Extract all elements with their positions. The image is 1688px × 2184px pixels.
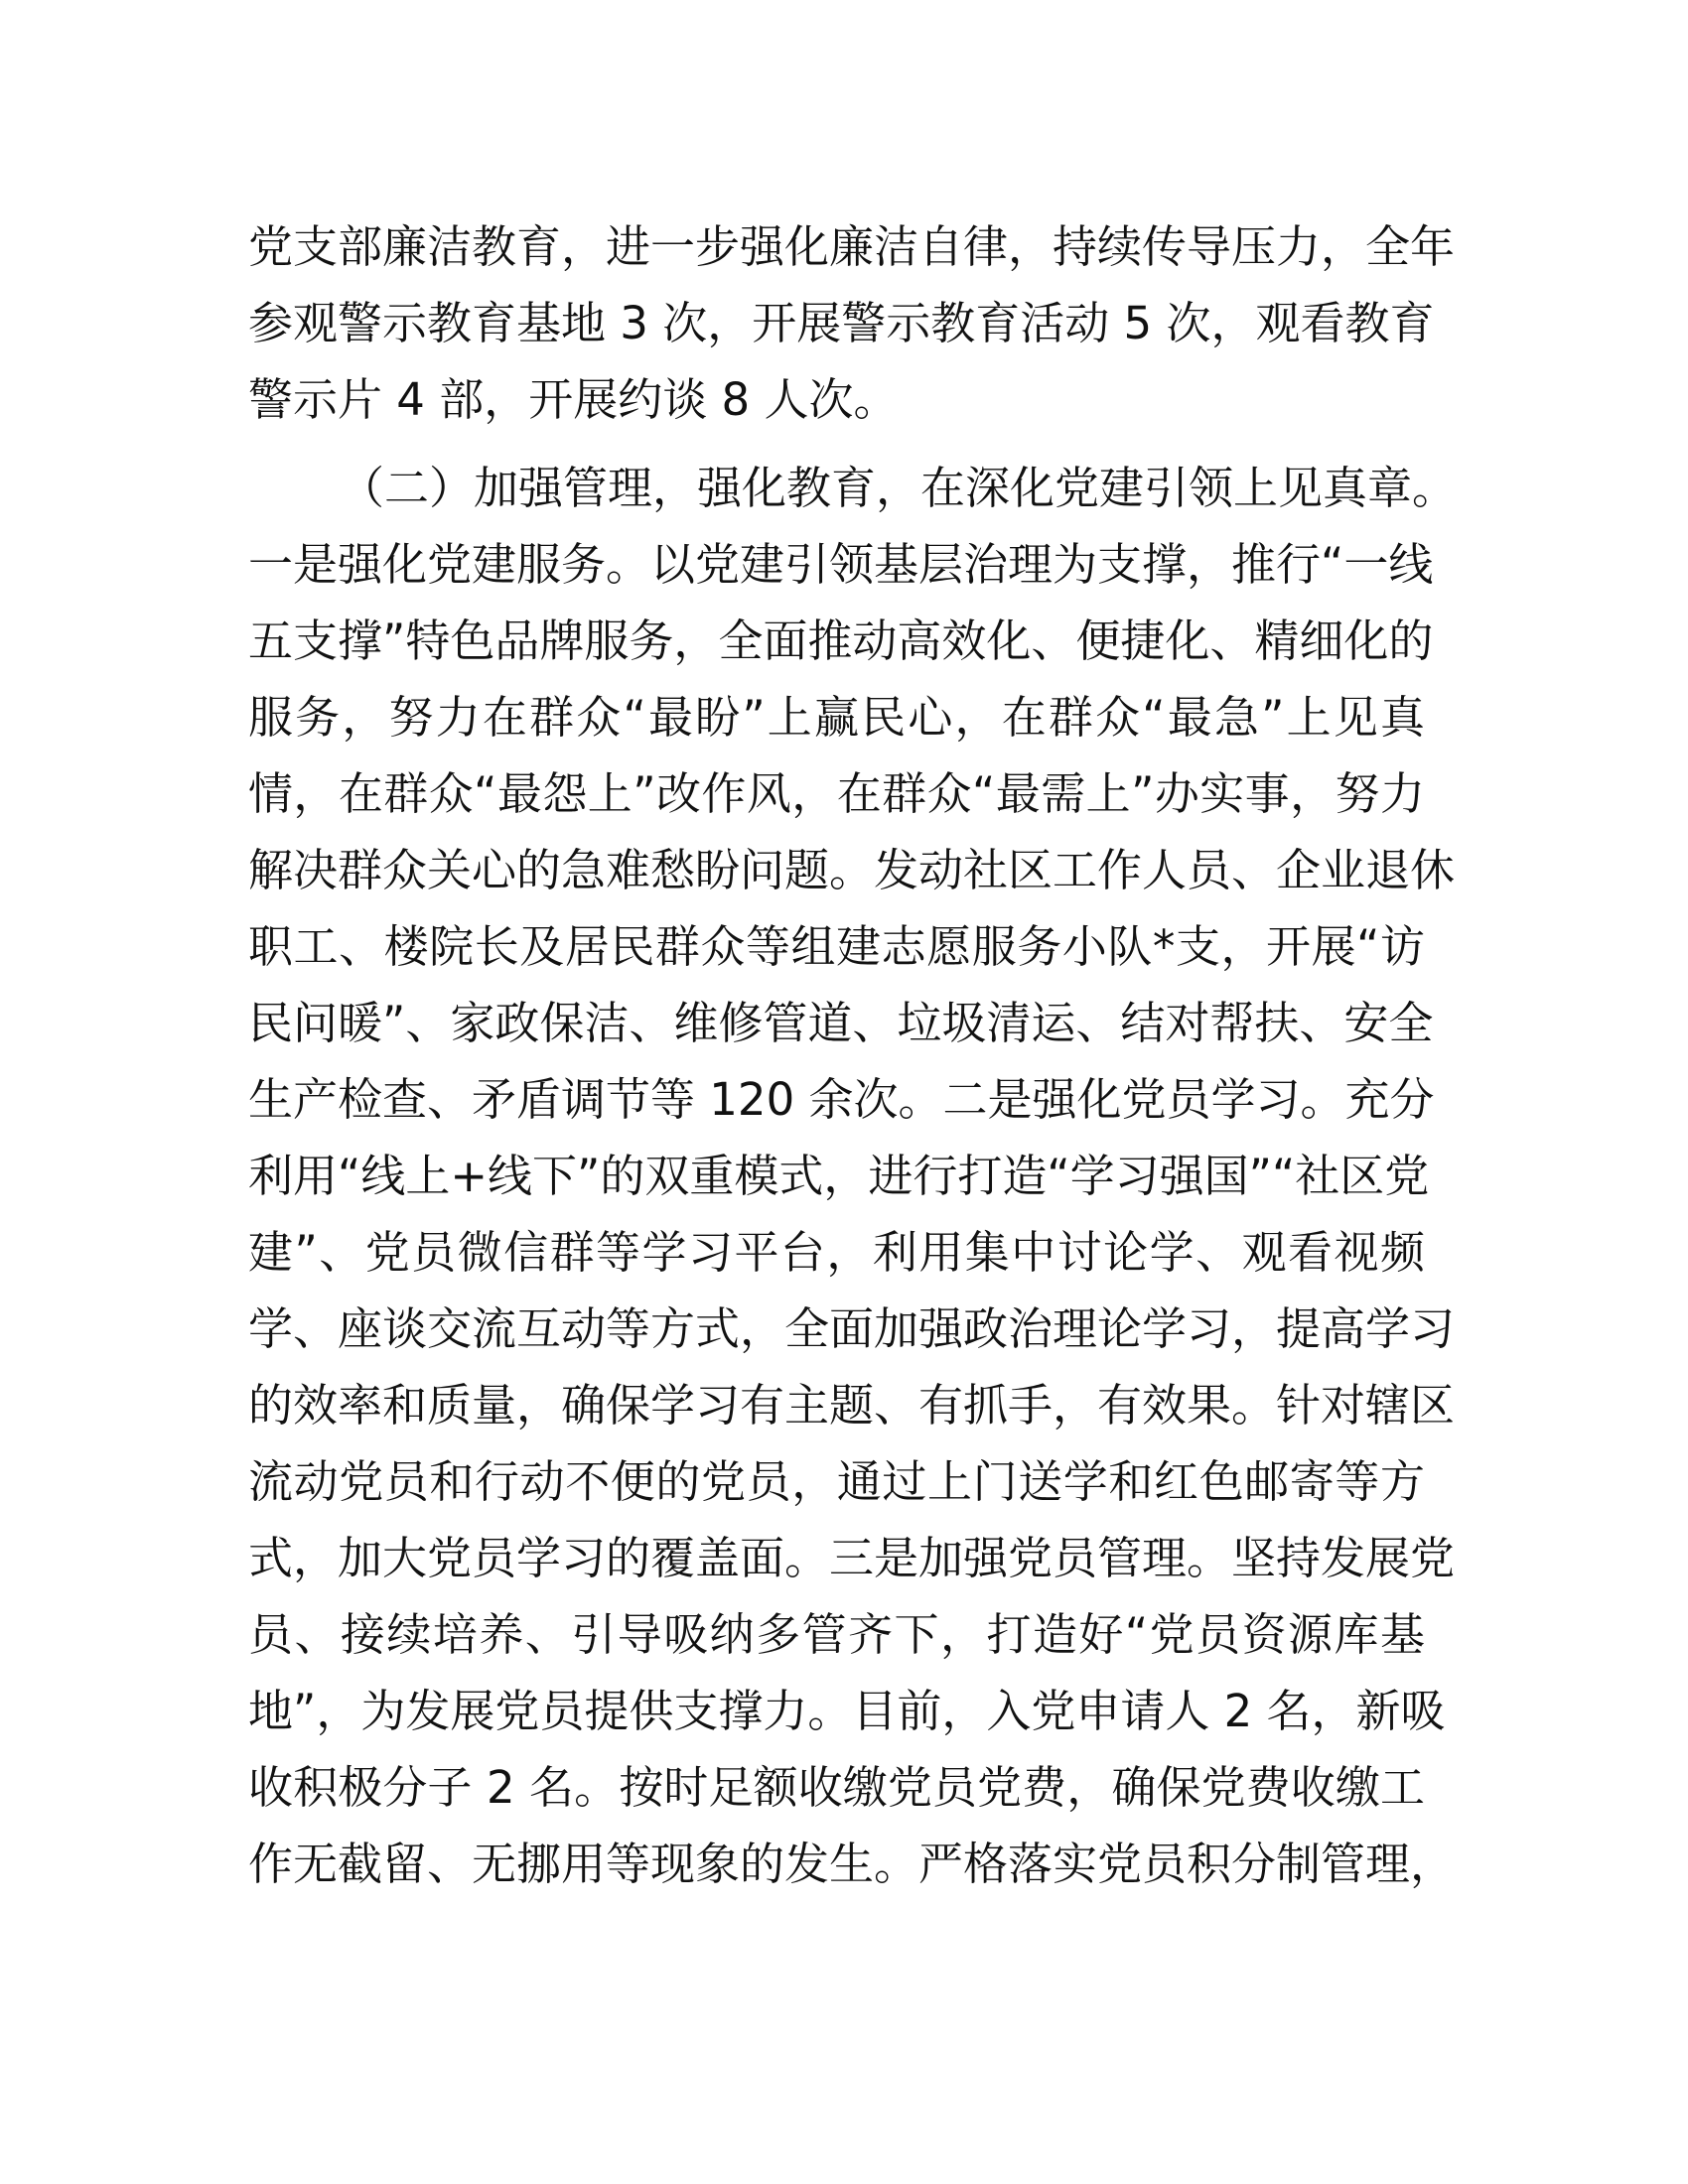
section-heading: （二）加强管理，强化教育，在深化党建引领上见真章。 — [340, 462, 1458, 514]
paragraph-gap — [248, 438, 1425, 450]
text-line: 服务，努力在群众“最盼”上赢民心，在群众“最急”上见真 — [248, 691, 1425, 744]
text-line: 收积极分子 2 名。按时足额收缴党员党费，确保党费收缴工 — [248, 1761, 1425, 1814]
text-line: 式，加大党员学习的覆盖面。三是加强党员管理。坚持发展党 — [248, 1532, 1456, 1584]
text-line: 参观警示教育基地 3 次，开展警示教育活动 5 次，观看教育 — [248, 297, 1435, 349]
text-line: 生产检查、矛盾调节等 120 余次。二是强化党员学习。充分 — [248, 1073, 1435, 1126]
text-line: 警示片 4 部，开展约谈 8 人次。 — [248, 373, 899, 426]
text-line: 五支撑”特色品牌服务，全面推动高效化、便捷化、精细化的 — [248, 614, 1434, 667]
text-line: 员、接续培养、引导吸纳多管齐下，打造好“党员资源库基 — [248, 1608, 1425, 1661]
text-line: 地”，为发展党员提供支撑力。目前，入党申请人 2 名，新吸 — [248, 1685, 1446, 1737]
text-line: 情，在群众“最怨上”改作风，在群众“最需上”办实事，努力 — [248, 767, 1425, 820]
text-line: 建”、党员微信群等学习平台，利用集中讨论学、观看视频 — [248, 1226, 1425, 1279]
text-line: 解决群众关心的急难愁盼问题。发动社区工作人员、企业退休 — [248, 844, 1456, 896]
text-line: 利用“线上+线下”的双重模式，进行打造“学习强国”“社区党 — [248, 1150, 1430, 1202]
text-line: 一是强化党建服务。以党建引领基层治理为支撑，推行“一线 — [248, 538, 1434, 591]
paragraph-discipline-education — [248, 208, 1456, 438]
text-line: 民问暖”、家政保洁、维修管道、垃圾清运、结对帮扶、安全 — [248, 997, 1434, 1049]
paragraph-party-building — [248, 450, 1458, 1902]
text-line: 职工、楼院长及居民群众等组建志愿服务小队*支，开展“访 — [248, 920, 1425, 973]
text-line: 流动党员和行动不便的党员，通过上门送学和红色邮寄等方 — [248, 1455, 1425, 1508]
text-line: 学、座谈交流互动等方式，全面加强政治理论学习，提高学习 — [248, 1302, 1456, 1355]
text-line: 党支部廉洁教育，进一步强化廉洁自律，持续传导压力，全年 — [248, 220, 1456, 273]
text-line: 作无截留、无挪用等现象的发生。严格落实党员积分制管理， — [248, 1838, 1456, 1890]
document-page — [248, 208, 1458, 1902]
text-line: 的效率和质量，确保学习有主题、有抓手，有效果。针对辖区 — [248, 1379, 1456, 1432]
